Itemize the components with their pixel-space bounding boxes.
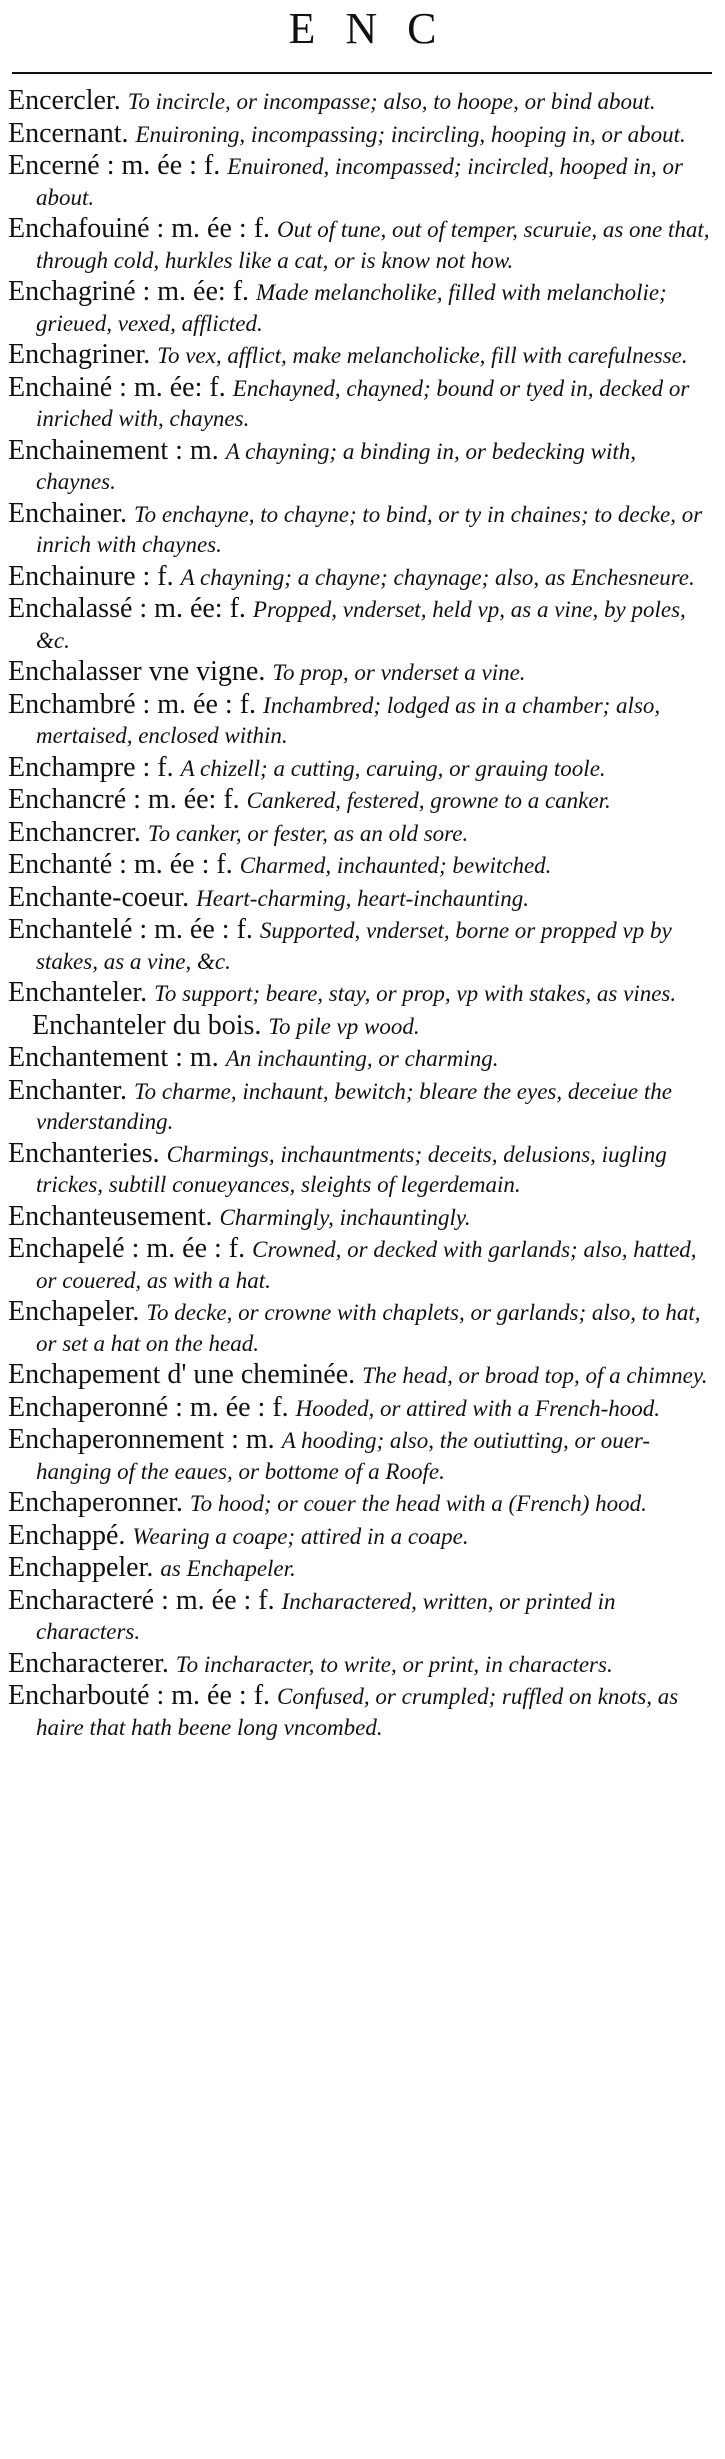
entry-definition: Heart-charming, heart-inchaunting. — [196, 885, 529, 911]
entry-definition: To prop, or vnderset a vine. — [272, 660, 526, 685]
entry-grammar: : m. ée : f. — [119, 849, 233, 880]
entry-headword: Enchainer. — [8, 497, 127, 529]
entry-headword: Encernant. — [8, 117, 129, 149]
entry-headword: Enchanté — [8, 849, 113, 880]
entry-headword: Enchappé. — [8, 1519, 126, 1551]
dictionary-entry — [8, 1076, 714, 1137]
entry-headword: Enchalassé — [8, 593, 133, 624]
entry-definition: A chizell; a cutting, caruing, or grauing toole. — [180, 755, 606, 781]
dictionary-entry — [8, 1139, 714, 1200]
entry-headword: Enchaperonner. — [8, 1487, 183, 1518]
entry-headword: Enchanteler. — [8, 977, 148, 1008]
entry-definition: Charmingly, inchauntingly. — [219, 1204, 471, 1230]
dictionary-entry — [8, 978, 714, 1009]
entry-headword: Enchagriner. — [8, 339, 151, 370]
entry-definition: Hooded, or attired with a French-hood. — [295, 1395, 661, 1421]
entry-definition: To support; beare, stay, or prop, vp with stakes, as vines. — [154, 981, 677, 1006]
dictionary-entry — [8, 1586, 714, 1647]
entry-definition: The head, or broad top, of a chimney. — [362, 1363, 708, 1388]
entry-headword: Enchanteries. — [8, 1137, 160, 1169]
entry-grammar: : m. ée : f. — [106, 150, 221, 181]
entry-definition: Enuironing, incompassing; incircling, hooping in, or about. — [135, 121, 686, 147]
entry-definition: A chayning; a binding in, or bedecking with, chaynes. — [36, 438, 637, 494]
entry-grammar: : m. ée : f. — [142, 688, 257, 720]
dictionary-entry — [8, 1202, 714, 1233]
entry-definition: Cankered, festered, growne to a canker. — [246, 788, 611, 813]
entry-definition: To canker, or fester, as an old sore. — [147, 820, 469, 846]
entry-headword: Enchantement — [8, 1042, 169, 1073]
entry-definition: Supported, vnderset, borne or propped vp by stakes, as a vine, &c. — [36, 918, 672, 974]
entry-definition: Propped, vnderset, held vp, as a vine, by poles, &c. — [36, 597, 686, 653]
entry-headword: Enchancré — [8, 784, 127, 815]
entry-headword: Enchapelé — [8, 1233, 125, 1264]
entry-headword: Encharacterer. — [8, 1647, 169, 1679]
entry-grammar: : m. ée: f. — [142, 276, 250, 307]
page-header — [0, 0, 725, 56]
dictionary-entry — [8, 753, 714, 784]
entry-definition: Confused, or crumpled; ruffled on knots, as haire that hath beene long vncombed. — [36, 1684, 679, 1740]
entry-definition: Charmed, inchaunted; bewitched. — [239, 853, 552, 878]
dictionary-entry — [8, 657, 714, 688]
entry-headword: Enchapeler. — [8, 1296, 140, 1327]
entry-definition: Out of tune, out of temper, scuruie, as one that, through cold, hurkles like a cat, or is know not how. — [36, 217, 710, 273]
entry-grammar: : m. — [175, 434, 219, 466]
entry-headword: Enchantelé — [8, 914, 133, 945]
dictionary-entry — [8, 1297, 714, 1358]
entry-definition: Enuironed, incompassed; incircled, hooped in, or about. — [36, 154, 683, 210]
entry-headword: Encharbouté — [8, 1680, 150, 1711]
dictionary-entry — [8, 373, 714, 434]
entry-headword: Enchainé — [8, 371, 113, 403]
dictionary-entry — [8, 1521, 714, 1552]
dictionary-entry — [8, 1681, 714, 1742]
dictionary-entry — [8, 1011, 714, 1042]
dictionary-entry — [8, 1360, 714, 1391]
entry-headword: Enchambré — [8, 688, 136, 720]
dictionary-entry — [8, 214, 714, 275]
entry-headword: Enchafouiné — [8, 213, 150, 244]
dictionary-entry — [8, 818, 714, 849]
dictionary-entry — [8, 1488, 714, 1519]
entry-definition: To vex, afflict, make melancholicke, fill with carefulnesse. — [157, 343, 688, 368]
entry-definition: A hooding; also, the outiutting, or ouer-hanging of the eaues, or bottome of a Roofe. — [36, 1428, 651, 1484]
entry-grammar: : m. ée: f. — [139, 593, 246, 624]
entry-headword: Enchanteler du bois. — [32, 1009, 262, 1041]
entry-definition: as Enchapeler. — [160, 1556, 296, 1581]
entry-definition: To incharacter, to write, or print, in characters. — [175, 1651, 613, 1677]
entry-headword: Enchanter. — [8, 1074, 127, 1106]
entry-grammar: : m. ée : f. — [156, 1680, 271, 1711]
entry-grammar: : f. — [142, 751, 174, 783]
dictionary-entry — [8, 277, 714, 338]
entry-grammar: : m. ée: f. — [119, 371, 226, 403]
dictionary-entry — [8, 785, 714, 816]
entry-definition: Incharactered, written, or printed in characters. — [36, 1588, 616, 1644]
header-rule — [12, 72, 712, 74]
entry-headword: Enchaperonné — [8, 1391, 169, 1423]
entry-definition: Crowned, or decked with garlands; also, hatted, or couered, as with a hat. — [36, 1237, 697, 1293]
entry-headword: Encercler. — [8, 85, 121, 116]
dictionary-entry — [8, 1393, 714, 1424]
entry-headword: Enchampre — [8, 751, 136, 783]
dictionary-entry — [8, 690, 714, 751]
entry-headword: Enchapement d' une cheminée. — [8, 1359, 356, 1390]
entry-definition: To charme, inchaunt, bewitch; bleare the eyes, deceiue the vnderstanding. — [36, 1078, 672, 1134]
entry-grammar: : m. ée : f. — [139, 914, 253, 945]
entry-headword: Enchaperonnement — [8, 1424, 225, 1455]
dictionary-entry — [8, 883, 714, 914]
entry-grammar: : m. ée : f. — [131, 1233, 246, 1264]
entry-headword: Enchante-coeur. — [8, 881, 190, 913]
entry-grammar: : m. — [175, 1042, 219, 1073]
entry-definition: To pile vp wood. — [268, 1013, 420, 1039]
dictionary-entry — [8, 436, 714, 497]
entry-grammar: : m. ée: f. — [133, 784, 240, 815]
entry-grammar: : m. ée : f. — [161, 1584, 275, 1616]
entry-definition: To incircle, or incompasse; also, to hoope, or bind about. — [127, 89, 656, 114]
entry-definition: A chayning; a chayne; chaynage; also, as Enchesneure. — [180, 564, 695, 590]
entry-definition: Charmings, inchauntments; deceits, delusions, iugling trickes, subtill conueyances, sleights of legerdemain. — [36, 1141, 667, 1197]
dictionary-entry — [8, 594, 714, 655]
entry-headword: Encerné — [8, 150, 100, 181]
dictionary-entry — [8, 86, 714, 117]
entry-headword: Enchainure — [8, 560, 136, 592]
entry-grammar: : m. ée : f. — [175, 1391, 289, 1423]
entry-definition: To decke, or crowne with chaplets, or garlands; also, to hat, or set a hat on the head. — [36, 1300, 701, 1356]
dictionary-entry — [8, 562, 714, 593]
entry-grammar: : m. ée : f. — [156, 213, 271, 244]
entry-definition: Inchambred; lodged as in a chamber; also, mertaised, enclosed within. — [36, 692, 661, 748]
dictionary-entry — [8, 1553, 714, 1584]
entry-definition: Enchayned, chayned; bound or tyed in, decked or inriched with, chaynes. — [36, 375, 690, 431]
entry-definition: To hood; or couer the head with a (French) hood. — [189, 1491, 647, 1516]
dictionary-entry — [8, 915, 714, 976]
dictionary-entry — [8, 151, 714, 212]
entry-headword: Enchainement — [8, 434, 169, 466]
entry-grammar: : m. — [231, 1424, 275, 1455]
running-head: ENC — [288, 4, 467, 53]
entry-headword: Enchappeler. — [8, 1552, 154, 1583]
dictionary-entry — [8, 1425, 714, 1486]
entry-definition: An inchaunting, or charming. — [225, 1046, 499, 1071]
dictionary-entry — [8, 1043, 714, 1074]
entry-headword: Enchalasser vne vigne. — [8, 656, 266, 687]
dictionary-entry — [8, 340, 714, 371]
dictionary-entry — [8, 850, 714, 881]
entry-definition: Made melancholike, filled with melancholie; grieued, vexed, afflicted. — [36, 280, 667, 336]
entry-headword: Enchanteusement. — [8, 1200, 213, 1232]
entry-headword: Enchagriné — [8, 276, 136, 307]
entry-definition: Wearing a coape; attired in a coape. — [132, 1523, 469, 1549]
dictionary-entry — [8, 119, 714, 150]
dictionary-entry — [8, 1234, 714, 1295]
dictionary-entries — [8, 86, 714, 1744]
dictionary-entry — [8, 499, 714, 560]
dictionary-entry — [8, 1649, 714, 1680]
entry-headword: Enchancrer. — [8, 816, 141, 848]
entry-grammar: : f. — [142, 560, 174, 592]
entry-definition: To enchayne, to chayne; to bind, or ty in chaines; to decke, or inrich with chaynes. — [36, 501, 703, 557]
entry-headword: Encharacteré — [8, 1584, 155, 1616]
